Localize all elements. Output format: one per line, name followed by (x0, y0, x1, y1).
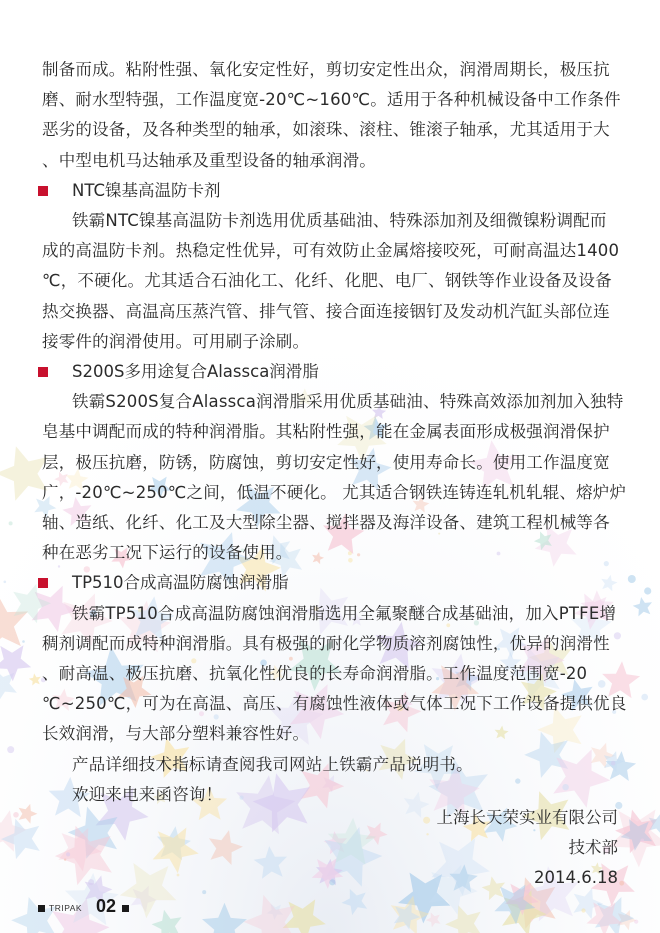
body-text-line: 成的高温防卡剂。热稳定性优异，可有效防止金属熔接咬死，可耐高温达1400 (42, 241, 620, 261)
red-square-bullet-icon (38, 367, 48, 377)
closing-text-line: 产品详细技术指标请查阅我司网站上铁霸产品说明书。 (72, 754, 473, 774)
body-text-line: ℃，不硬化。尤其适合石油化工、化纤、化肥、电厂、钢铁等作业设备及设备 (42, 271, 612, 291)
body-text-line: 恶劣的设备，及各种类型的轴承，如滚珠、滚柱、锥滚子轴承，尤其适用于大 (42, 120, 610, 140)
signature-department: 技术部 (568, 838, 618, 857)
signature-company: 上海长天荣实业有限公司 (436, 808, 618, 827)
body-text-line: 层，极压抗磨，防锈，防腐蚀，剪切安定性好，使用寿命长。使用工作温度宽 (42, 452, 610, 472)
footer-square-icon (122, 905, 129, 912)
body-text-line: 热交换器、高温高压蒸汽管、排气管、接合面连接铟钉及发动机汽缸头部位连 (42, 301, 610, 321)
signature-date: 2014.6.18 (534, 868, 618, 887)
section-heading (38, 362, 438, 382)
section-heading-text: NTC镍基高温防卡剂 (72, 180, 221, 200)
body-text-line: 接零件的润滑使用。可用刷子涂刷。 (42, 331, 310, 351)
section-heading (38, 181, 438, 201)
body-text-line: 广，-20℃~250℃之间，低温不硬化。 尤其适合钢铁连铸连轧机轧辊、熔炉炉 (42, 482, 627, 502)
body-text-line: 铁霸TP510合成高温防腐蚀润滑脂选用全氟聚醚合成基础油，加入PTFE增 (72, 603, 617, 623)
footer-square-icon (38, 905, 45, 912)
body-text-line: 皂基中调配而成的特种润滑脂。其粘附性强，能在金属表面形成极强润滑保护 (42, 422, 610, 442)
red-square-bullet-icon (38, 578, 48, 588)
body-text-line: 铁霸S200S复合Alassca润滑脂采用优质基础油、特殊高效添加剂加入独特 (72, 392, 624, 412)
body-text-line: 磨、耐水型特强，工作温度宽-20℃~160℃。适用于各种机械设备中工作条件 (42, 90, 621, 110)
page-footer (38, 897, 238, 919)
page-number: 02 (96, 896, 117, 916)
body-text-line: ℃~250℃，可为在高温、高压、有腐蚀性液体或气体工况下工作设备提供优良 (42, 694, 627, 714)
body-text-line: 种在恶劣工况下运行的设备使用。 (42, 543, 293, 563)
footer-brand: TRIPAK (49, 903, 83, 913)
body-text-line: 轴、造纸、化纤、化工及大型除尘器、搅拌器及海洋设备、建筑工程机械等各 (42, 513, 610, 532)
section-heading (38, 573, 438, 593)
body-text-line: 铁霸NTC镍基高温防卡剂选用优质基础油、特殊添加剂及细微镍粉调配而 (72, 211, 607, 230)
body-text-line: 、耐高温、极压抗磨、抗氧化性优良的长寿命润滑脂。工作温度范围宽-20 (42, 664, 588, 683)
body-text-line: 制备而成。粘附性强、氧化安定性好，剪切安定性出众，润滑周期长，极压抗 (42, 60, 610, 79)
body-text-line: 稠剂调配而成特种润滑脂。具有极强的耐化学物质溶剂腐蚀性，优异的润滑性 (42, 633, 610, 653)
section-heading-text: TP510合成高温防腐蚀润滑脂 (72, 573, 289, 593)
body-text-line: 长效润滑，与大部分塑料兼容性好。 (42, 724, 310, 744)
closing-text-line: 欢迎来电来函咨询！ (72, 784, 223, 804)
body-text-line: 、中型电机马达轴承及重型设备的轴承润滑。 (42, 150, 376, 170)
red-square-bullet-icon (38, 186, 48, 196)
section-heading-text: S200S多用途复合Alassca润滑脂 (72, 362, 319, 381)
